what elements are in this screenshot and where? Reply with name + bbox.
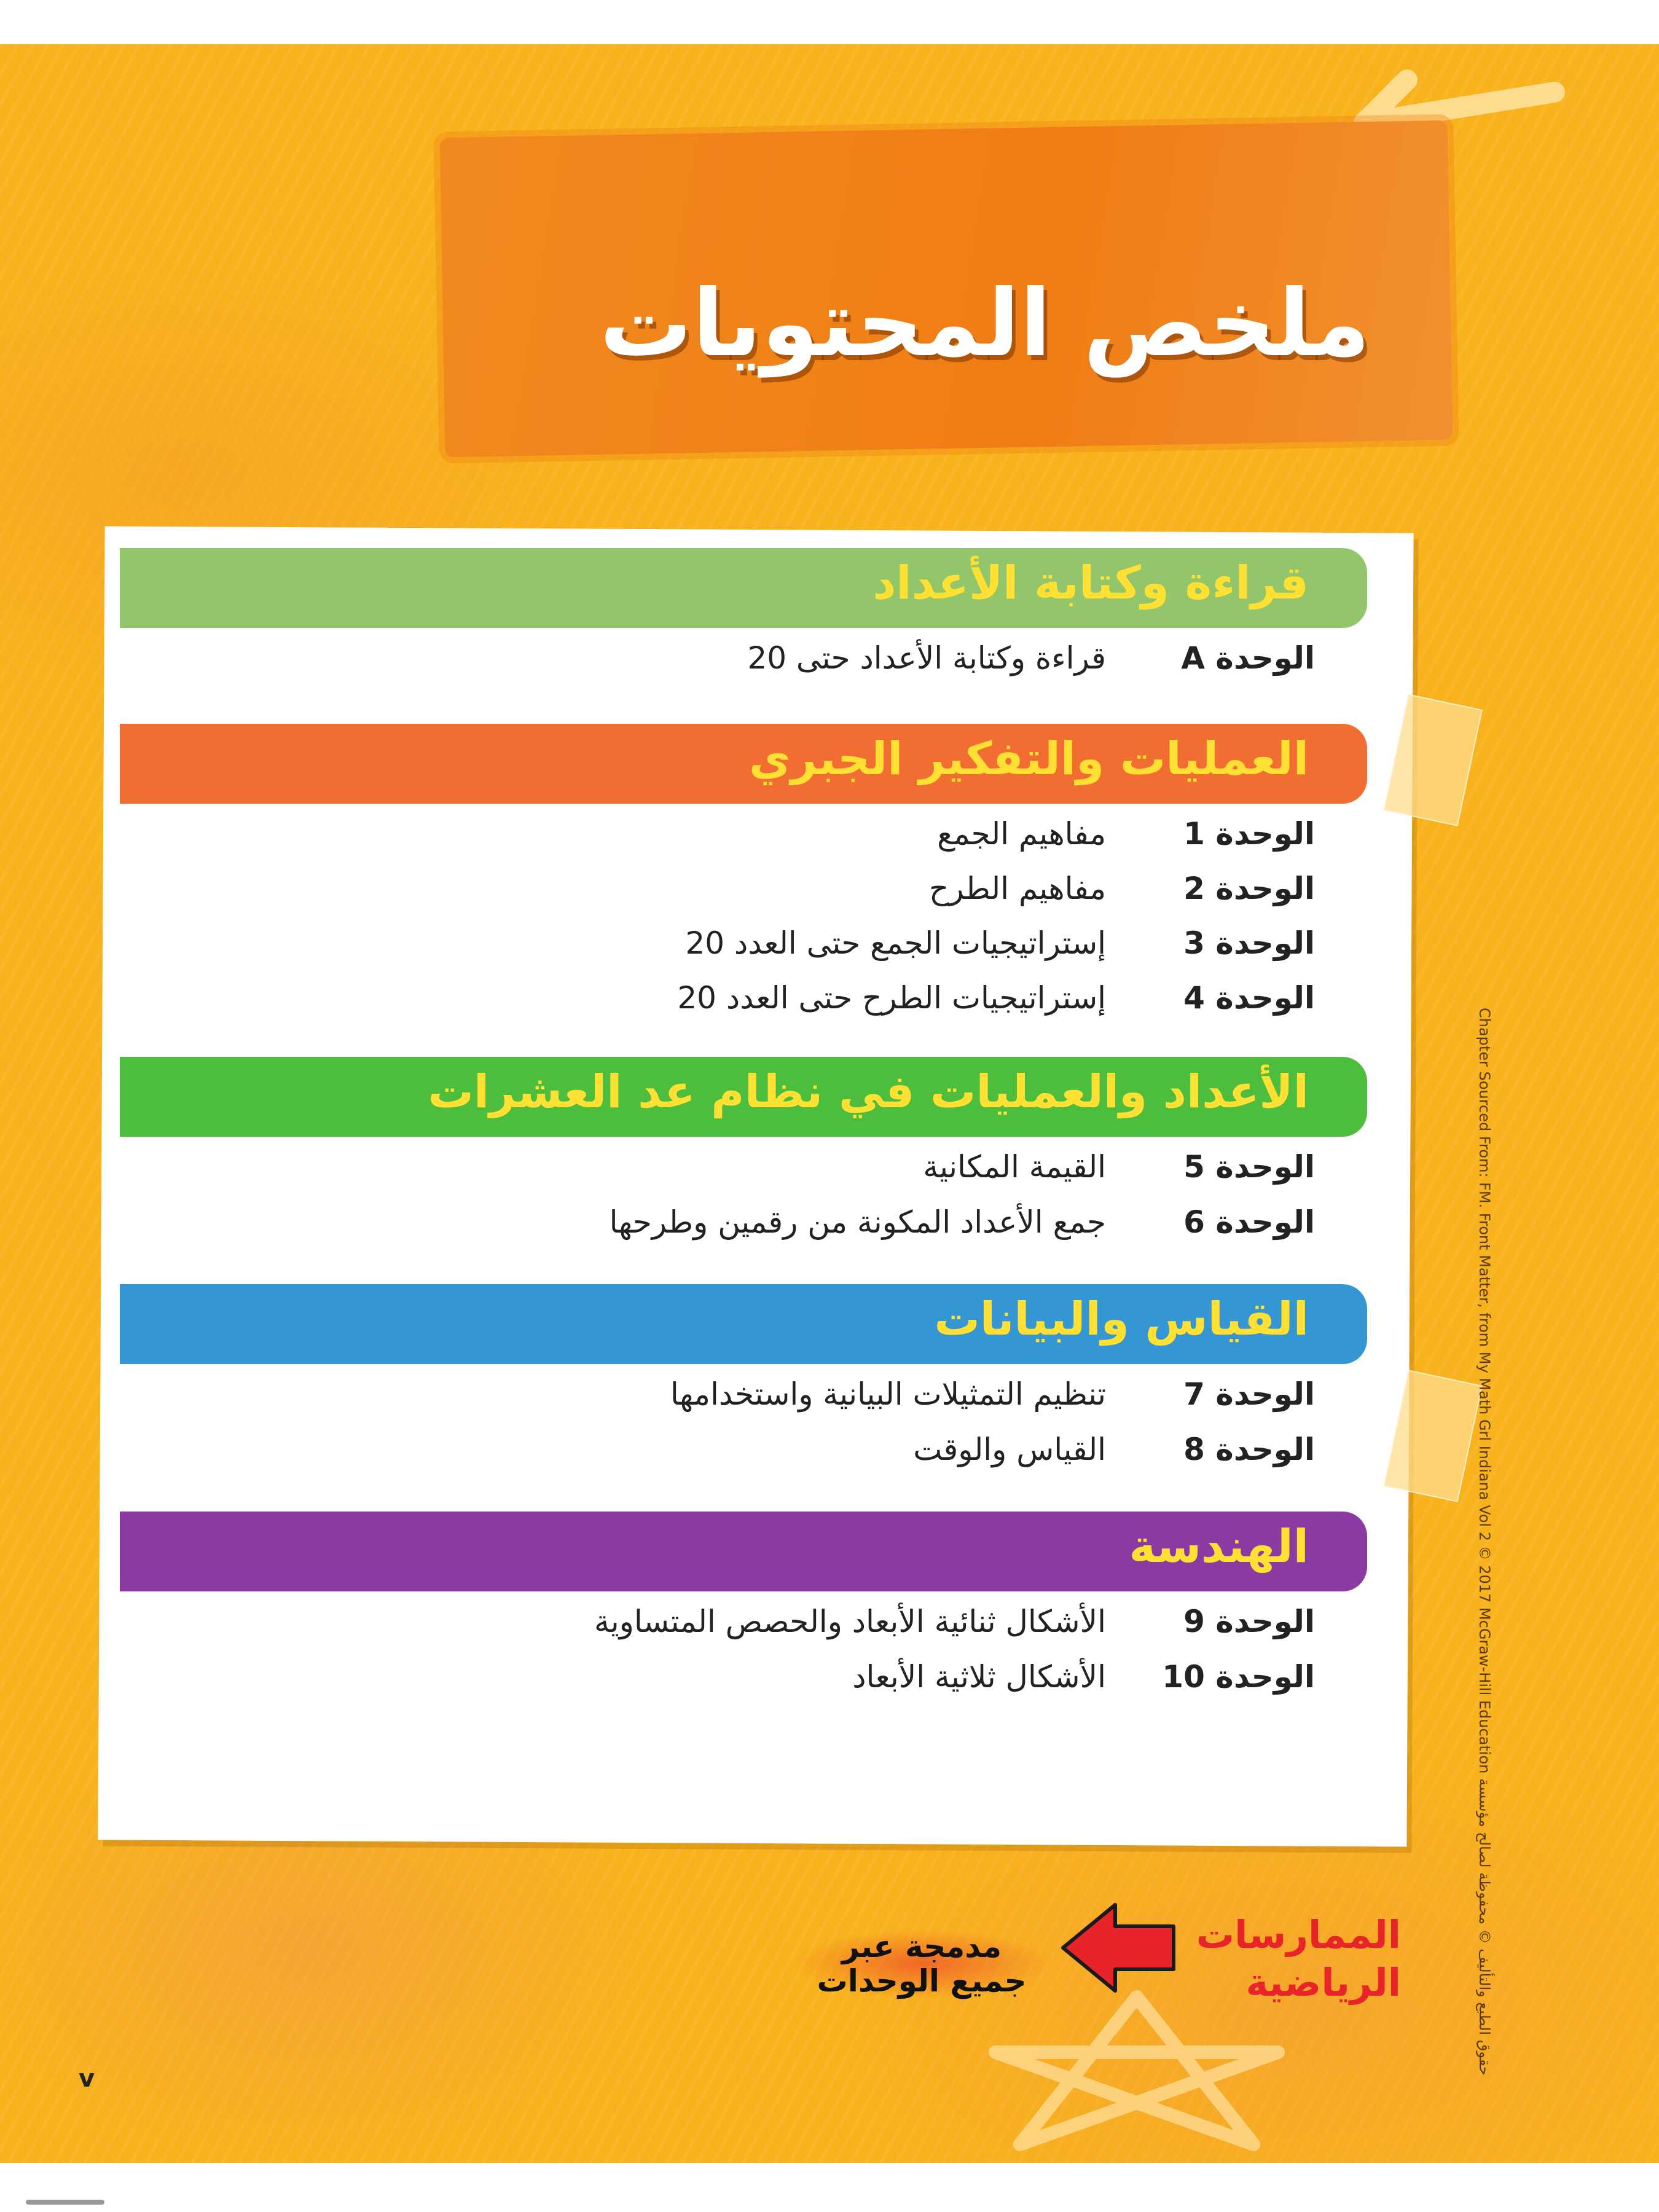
integrated-line: مدمجة عبر	[841, 1929, 1002, 1964]
unit-row	[120, 1376, 1315, 1426]
unit-row	[120, 816, 1315, 865]
math-practices-line: الممارسات	[1196, 1912, 1401, 1957]
unit-topic: جمع الأعداد المكونة من رقمين وطرحها	[609, 1204, 1106, 1240]
page-title: ملخص المحتويات	[599, 270, 1370, 377]
integrated-line: جميع الوحدات	[817, 1963, 1027, 1999]
unit-row	[120, 640, 1315, 689]
copyright-credit: Chapter Sourced From: FM. Front Matter, from My Math Grl Indiana Vol 2 © 2017 McGraw-Hill Education حقوق الطبع والتأليف © محفوظة لصالح مؤسسة	[1476, 1008, 1493, 2076]
unit-topic: الأشكال ثنائية الأبعاد والحصص المتساوية	[594, 1604, 1106, 1639]
math-practices-label	[1196, 1911, 1401, 2007]
section-heading: الأعداد والعمليات في نظام عد العشرات	[428, 1065, 1309, 1118]
section-heading-band	[120, 1284, 1367, 1364]
unit-row	[120, 980, 1315, 1029]
section-heading-band	[120, 1512, 1367, 1591]
unit-topic: تنظيم التمثيلات البيانية واستخدامها	[670, 1376, 1106, 1412]
unit-number: الوحدة 10	[1162, 1659, 1315, 1695]
unit-row	[120, 1204, 1315, 1253]
unit-topic: قراءة وكتابة الأعداد حتى 20	[747, 640, 1106, 676]
star-decoration-icon	[983, 1985, 1290, 2163]
unit-topic: إستراتيجيات الطرح حتى العدد 20	[677, 980, 1106, 1016]
unit-topic: الأشكال ثلاثية الأبعاد	[852, 1659, 1106, 1695]
page-number: v	[79, 2065, 95, 2093]
unit-number: الوحدة 7	[1183, 1376, 1315, 1412]
unit-number: الوحدة 2	[1183, 871, 1315, 906]
unit-topic: إستراتيجيات الجمع حتى العدد 20	[685, 925, 1106, 961]
unit-number: الوحدة 3	[1183, 925, 1315, 961]
math-practices-line: الرياضية	[1245, 1960, 1401, 2005]
unit-row	[120, 871, 1315, 920]
unit-row	[120, 1432, 1315, 1481]
unit-number: الوحدة 9	[1183, 1604, 1315, 1639]
unit-number: الوحدة 6	[1183, 1204, 1315, 1240]
unit-number: الوحدة 4	[1183, 980, 1315, 1016]
scroll-indicator[interactable]	[26, 2200, 104, 2205]
section-heading: القياس والبيانات	[934, 1293, 1309, 1346]
section-heading: قراءة وكتابة الأعداد	[873, 557, 1309, 610]
unit-topic: مفاهيم الطرح	[929, 871, 1106, 906]
section-heading: العمليات والتفكير الجبري	[748, 732, 1309, 785]
unit-topic: مفاهيم الجمع	[937, 816, 1106, 852]
section-heading-band	[120, 1057, 1367, 1137]
unit-row	[120, 925, 1315, 975]
section-heading-band	[120, 548, 1367, 628]
section-heading: الهندسة	[1129, 1520, 1309, 1573]
unit-number: الوحدة 1	[1183, 816, 1315, 852]
unit-topic: القيمة المكانية	[923, 1149, 1106, 1185]
unit-number: الوحدة A	[1181, 640, 1315, 676]
unit-row	[120, 1604, 1315, 1653]
integrated-note	[793, 1929, 1051, 1998]
arrow-left-icon	[1057, 1899, 1180, 1997]
unit-row	[120, 1149, 1315, 1198]
unit-row	[120, 1659, 1315, 1708]
unit-number: الوحدة 5	[1183, 1149, 1315, 1185]
unit-topic: القياس والوقت	[913, 1432, 1106, 1467]
unit-number: الوحدة 8	[1183, 1432, 1315, 1467]
section-heading-band	[120, 724, 1367, 804]
